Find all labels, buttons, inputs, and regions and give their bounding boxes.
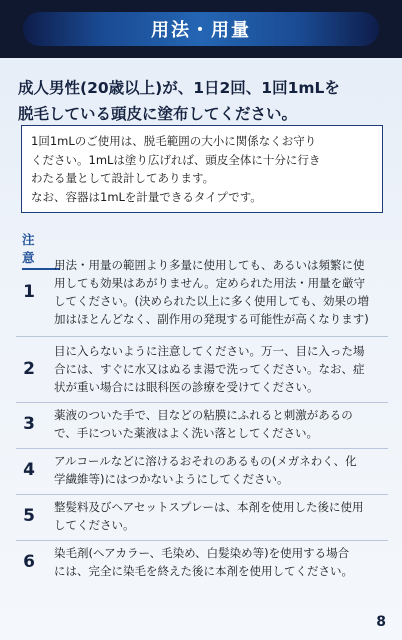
- item-line: アルコールなどに溶けるおそれのあるもの(メガネわく、化: [54, 454, 357, 468]
- item-number: 2: [23, 359, 35, 379]
- item-number: 5: [23, 506, 35, 526]
- item-divider: [16, 540, 388, 541]
- caution-item-4: [12, 450, 392, 490]
- dosage-info-box: [21, 125, 383, 213]
- caution-item-2: [12, 340, 392, 398]
- dosage-lead-text: [18, 75, 388, 127]
- item-line: してください。(決められた以上に多く使用しても、効果の増: [54, 294, 369, 308]
- lead-line: 脱毛している頭皮に塗布してください。: [18, 105, 298, 123]
- item-line: 染毛剤(ヘアカラー、毛染め、白髪染め等)を使用する場合: [54, 546, 350, 560]
- item-divider: [16, 448, 388, 449]
- item-line: 加はほとんどなく、副作用の発現する可能性が高くなります): [54, 312, 369, 326]
- item-divider: [16, 336, 388, 337]
- item-line: 状が重い場合には眼科医の診療を受けてください。: [54, 380, 319, 394]
- section-banner: [0, 0, 402, 58]
- caution-item-3: [12, 404, 392, 444]
- item-line: してください。: [54, 518, 135, 532]
- item-number: 1: [23, 282, 35, 302]
- caution-item-1: [12, 254, 392, 330]
- item-divider: [16, 402, 388, 403]
- item-text: [46, 498, 392, 534]
- item-divider: [16, 494, 388, 495]
- info-line: わたる量として設計してあります。: [31, 171, 215, 185]
- info-line: なお、容器は1mLを計量できるタイプです。: [31, 189, 262, 204]
- caution-heading: 注 意: [22, 230, 60, 270]
- item-line: 薬液のついた手で、目などの粘膜にふれると刺激があるの: [54, 408, 353, 422]
- lead-line: 成人男性(20歳以上)が、1日2回、1回1mLを: [18, 79, 340, 97]
- item-line: 整髪料及びヘアセットスプレーは、本剤を使用した後に使用: [54, 500, 364, 514]
- page-number: 8: [376, 614, 386, 630]
- item-text: [46, 342, 392, 396]
- item-text: [46, 256, 392, 328]
- info-line: ください。1mLは塗り広げれば、頭皮全体に十分に行き: [31, 152, 321, 167]
- item-line: で、手についた薬液はよく洗い落としてください。: [54, 426, 319, 440]
- item-line: 学繊維等)にはつかないようにしてください。: [54, 472, 289, 486]
- caution-item-5: [12, 496, 392, 536]
- item-line: 合には、すぐに水又はぬるま湯で洗ってください。なお、症: [54, 362, 365, 376]
- caution-item-6: [12, 542, 392, 582]
- info-line: 1回1mLのご使用は、脱毛範囲の大小に関係なくお守り: [31, 134, 317, 148]
- item-text: [46, 406, 392, 442]
- item-number: 6: [23, 552, 35, 572]
- item-line: 用しても効果はあがりません。定められた用法・用量を厳守: [54, 276, 366, 290]
- item-line: 目に入らないように注意してください。万一、目に入った場: [54, 344, 365, 358]
- item-line: 用法・用量の範囲より多量に使用しても、あるいは頻繁に使: [54, 258, 365, 272]
- item-number: 3: [23, 414, 35, 434]
- item-number: 4: [23, 460, 35, 480]
- item-line: には、完全に染毛を終えた後に本剤を使用してください。: [54, 564, 353, 578]
- item-text: [46, 452, 392, 488]
- section-title: 用法・用量: [23, 12, 379, 46]
- item-text: [46, 544, 392, 580]
